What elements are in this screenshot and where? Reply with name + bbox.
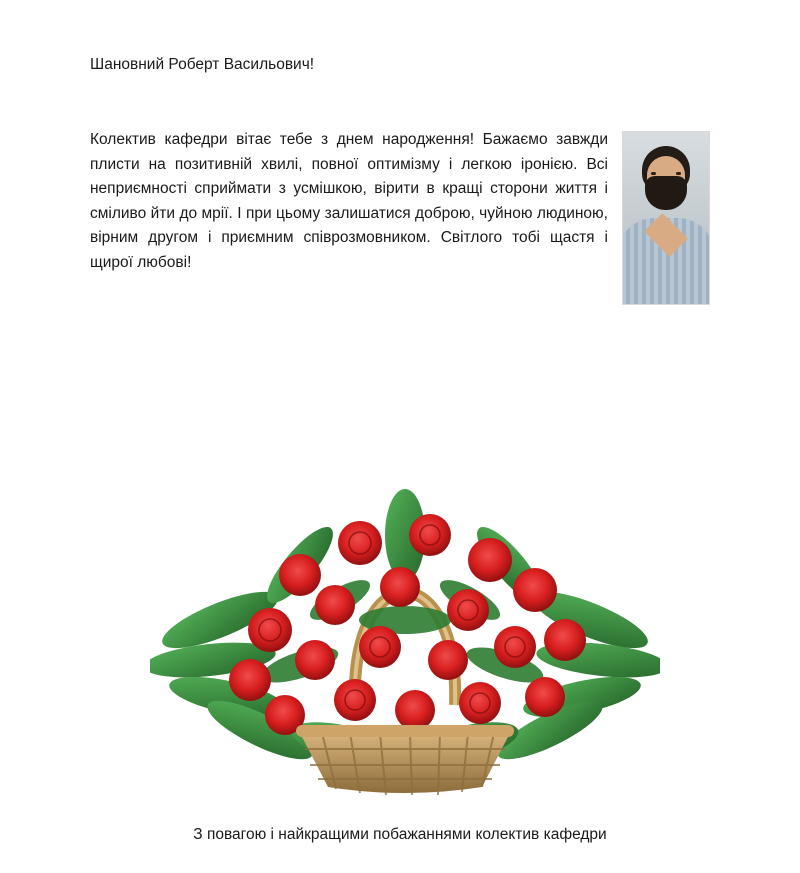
footer-text: З повагою і найкращими побажаннями колектив кафедри bbox=[193, 826, 607, 843]
body-block bbox=[90, 128, 710, 309]
flowers-image bbox=[150, 415, 660, 795]
greeting-body-text: Колектив кафедри вітає тебе з днем народження! Бажаємо завжди плисти на позитивній хвилі, повної оптимізму і легкою іронією. Всі неприємності сприймати з усмішкою, вірити в кращі сторони життя і сміливо йти до мрії. І при цьому залишатися доброю, чуйною людиною, вірним другом і приємним співрозмовником. Світлого тобі щастя і щирої любові! bbox=[90, 131, 608, 271]
roses-basket-illustration bbox=[150, 415, 660, 795]
salutation-text: Шановний Роберт Васильович! bbox=[90, 56, 315, 73]
portrait-eye-left bbox=[651, 172, 656, 175]
portrait-photo bbox=[622, 131, 710, 305]
portrait-eye-right bbox=[676, 172, 681, 175]
